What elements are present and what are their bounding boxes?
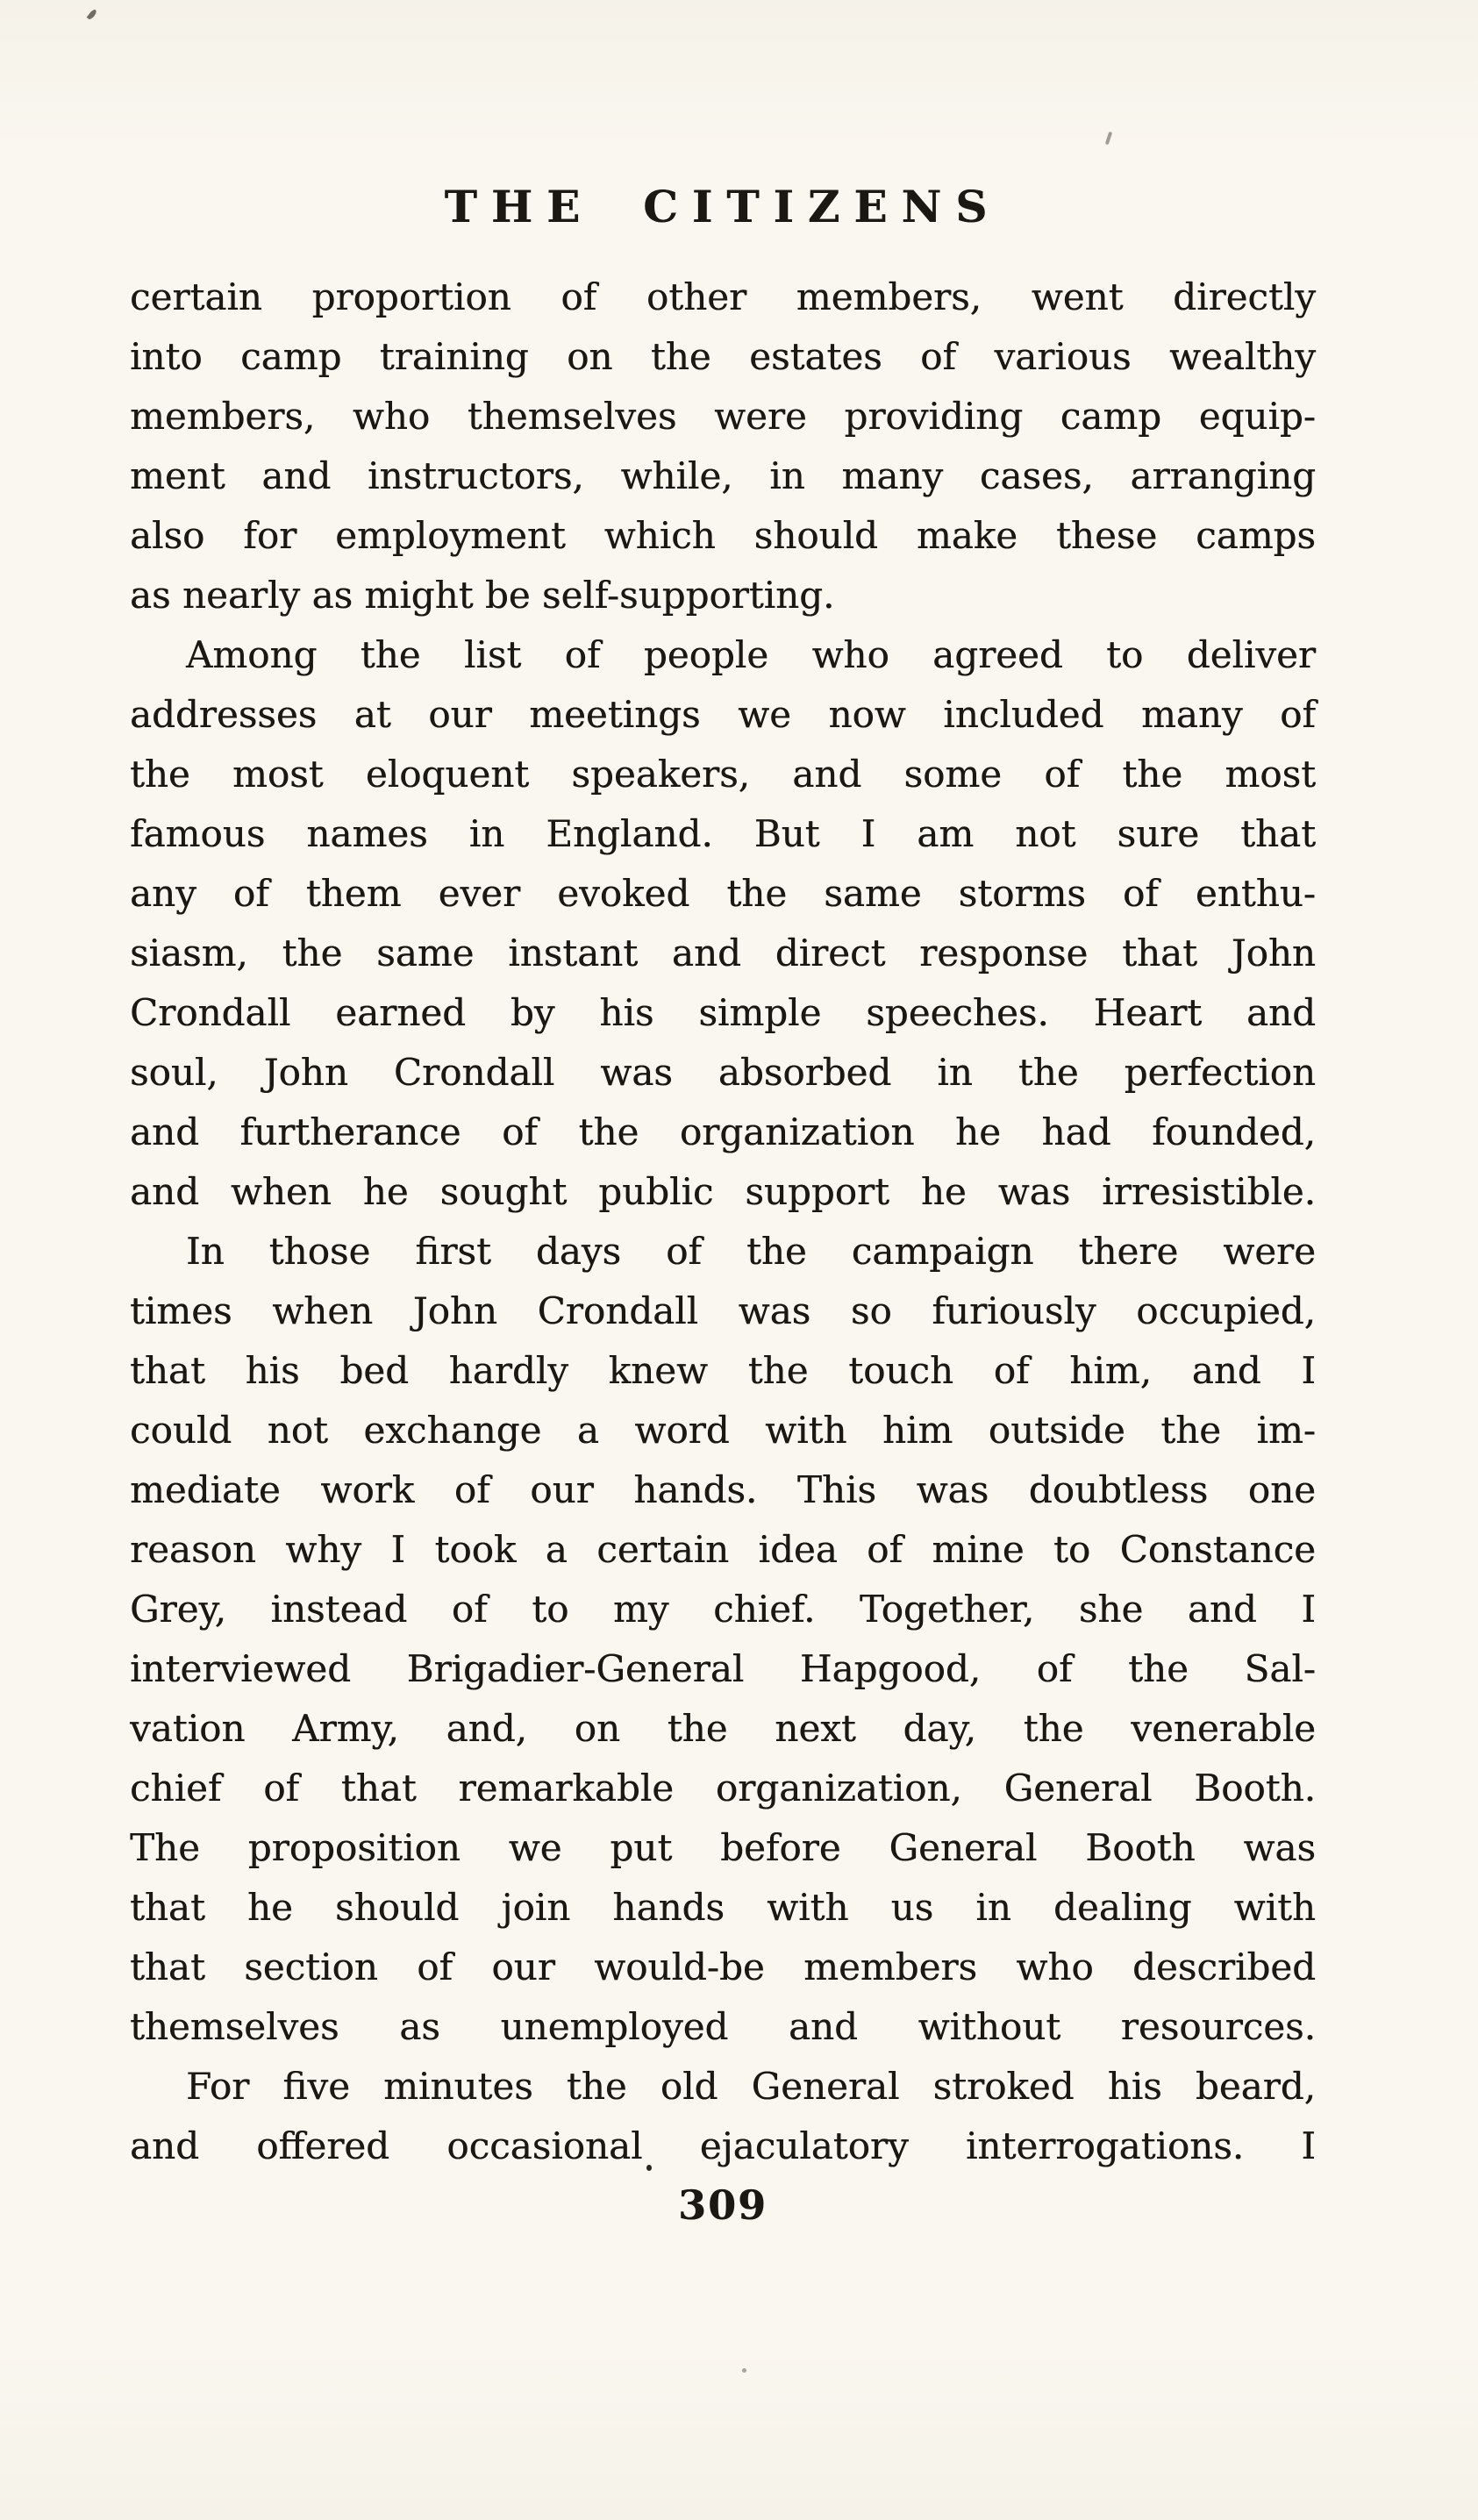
text-line: vation Army, and, on the next day, the venerable <box>130 1707 1316 1750</box>
text-line: the most eloquent speakers, and some of the most <box>130 753 1316 796</box>
scan-artifact-quote <box>87 9 98 21</box>
text-line: could not exchange a word with him outside the im- <box>130 1409 1316 1452</box>
text-line: and offered occasional ejaculatory interrogations. I <box>130 2124 1316 2167</box>
text-line: Crondall earned by his simple speeches. Heart and <box>130 991 1316 1034</box>
paragraph <box>130 1222 1316 2057</box>
text-line: soul, John Crondall was absorbed in the perfection <box>130 1051 1316 1094</box>
text-line: famous names in England. But I am not sure that <box>130 812 1316 855</box>
text-line: addresses at our meetings we now included many of <box>130 693 1316 736</box>
text-line: into camp training on the estates of various wealthy <box>130 335 1316 378</box>
text-line: interviewed Brigadier-General Hapgood, of the Sal- <box>130 1647 1316 1690</box>
text-line: In those first days of the campaign there were <box>186 1230 1316 1273</box>
text-line: times when John Crondall was so furiously occupied, <box>130 1289 1316 1332</box>
text-block <box>130 180 1316 2229</box>
text-line: that he should join hands with us in dealing with <box>130 1886 1316 1929</box>
text-line: chief of that remarkable organization, General Booth. <box>130 1767 1316 1810</box>
text-line: Grey, instead of to my chief. Together, she and I <box>130 1588 1316 1631</box>
text-line: siasm, the same instant and direct response that John <box>130 932 1316 974</box>
text-line: themselves as unemployed and without resources. <box>130 2005 1316 2048</box>
paragraph <box>130 625 1316 1222</box>
text-line: as nearly as might be self-supporting. <box>130 574 835 617</box>
text-line: and when he sought public support he was irresistible. <box>130 1170 1316 1213</box>
text-line: reason why I took a certain idea of mine to Constance <box>130 1528 1316 1571</box>
text-line: The proposition we put before General Booth was <box>130 1826 1316 1869</box>
paragraph <box>130 268 1316 625</box>
scan-artifact-dot <box>742 2368 746 2373</box>
text-line: that section of our would-be members who described <box>130 1945 1316 1988</box>
text-line: mediate work of our hands. This was doubtless one <box>130 1468 1316 1511</box>
scan-artifact-tick <box>1105 132 1112 146</box>
text-line: Among the list of people who agreed to deliver <box>186 633 1316 676</box>
text-line: For five minutes the old General stroked his beard, <box>186 2065 1316 2108</box>
text-line: that his bed hardly knew the touch of him, and I <box>130 1349 1316 1392</box>
text-line: certain proportion of other members, went directly <box>130 275 1316 318</box>
text-line: members, who themselves were providing camp equip- <box>130 395 1316 438</box>
paragraph <box>130 2057 1316 2176</box>
page-title: THE CITIZENS <box>444 181 1002 232</box>
text-line: and furtherance of the organization he had founded, <box>130 1110 1316 1153</box>
page-number: 309 <box>677 2181 768 2229</box>
text-line: ment and instructors, while, in many cases, arranging <box>130 454 1316 497</box>
text-line: any of them ever evoked the same storms of enthu- <box>130 872 1316 915</box>
text-line: also for employment which should make these camps <box>130 514 1316 557</box>
